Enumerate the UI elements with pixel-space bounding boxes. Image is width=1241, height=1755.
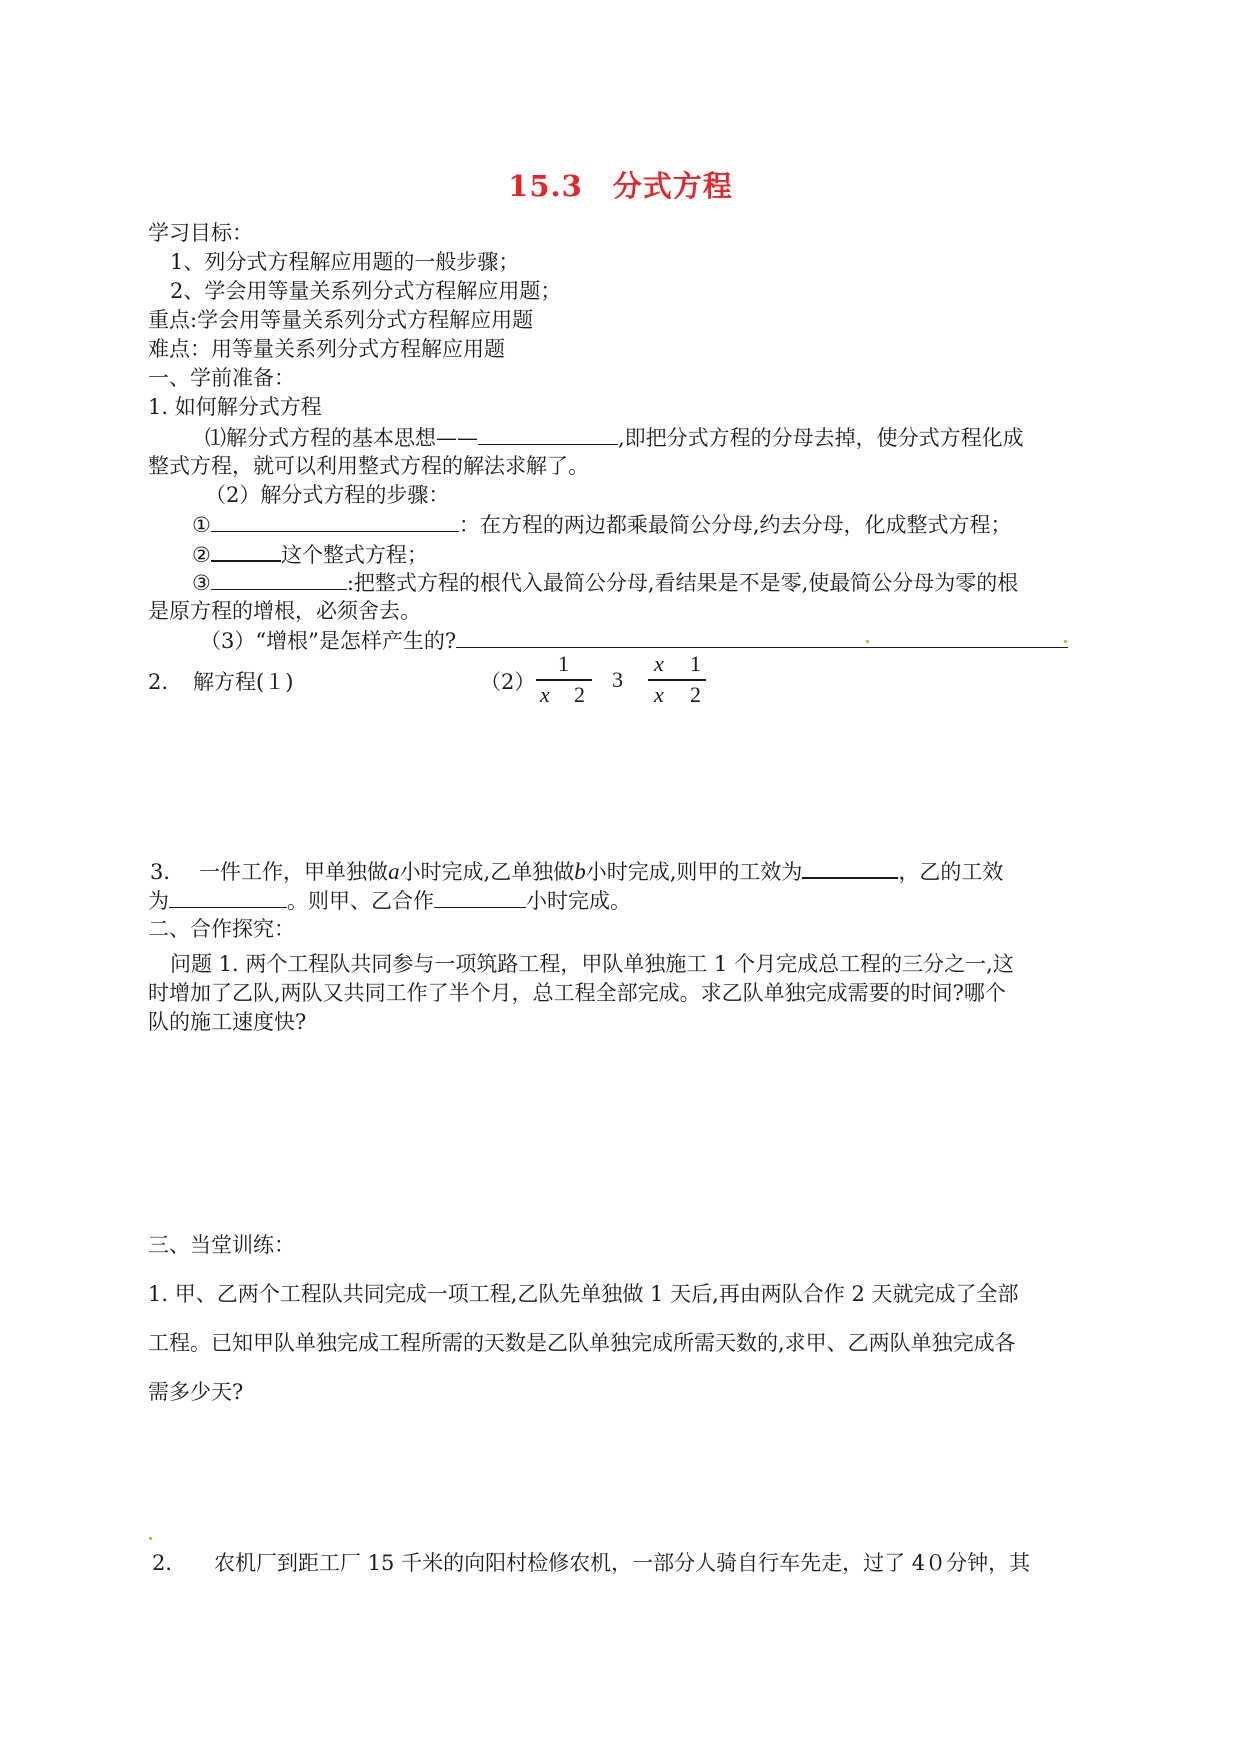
objective-item-2: 2、学会用等量关系列分式方程解应用题；	[170, 279, 562, 303]
question3-label: 3．	[150, 860, 185, 884]
answer-blank-step-1[interactable]	[211, 511, 459, 532]
answer-blank-b-efficiency[interactable]	[169, 887, 287, 908]
equation-denominator-1-constant: 2	[574, 682, 585, 707]
step-3	[192, 569, 1018, 596]
equation-denominator-2-variable: x	[654, 682, 664, 707]
step-1-mark: ①	[192, 513, 211, 537]
equation-denominator-1-variable: x	[540, 682, 550, 707]
step-2-text: 这个整式方程；	[280, 543, 428, 567]
question3-text-b: 小时完成,乙单独做	[399, 860, 575, 884]
page-title: 15.3 分式方程	[508, 169, 733, 203]
question2-label: 2.	[148, 670, 169, 694]
section2-heading: 二、合作探究：	[148, 917, 295, 941]
question1-part1-end: ,即把分式方程的分母去掉，使分式方程化成	[618, 426, 1024, 450]
objective-item-1: 1、列分式方程解应用题的一般步骤；	[170, 250, 520, 274]
step-3-mark: ③	[192, 571, 211, 595]
exercise1-line3: 需多少天?	[148, 1380, 244, 1404]
question1-part1-start: ⑴解分式方程的基本思想——	[205, 426, 478, 450]
equation-fraction-bar-2	[648, 679, 706, 681]
stray-dot	[866, 640, 869, 643]
objectives-heading: 学习目标：	[148, 221, 253, 245]
step-1-text: ：在方程的两边都乘最简公分母,约去分母，化成整式方程；	[458, 513, 1012, 537]
step-2-mark: ②	[192, 543, 211, 567]
question1-part1	[205, 424, 1024, 451]
answer-blank-combined-time[interactable]	[434, 887, 526, 908]
question1-part2: （2）解分式方程的步骤：	[205, 483, 450, 507]
question2-part2-label: （2）	[480, 670, 536, 694]
question1-part1-continued: 整式方程，就可以利用整式方程的解法求解了。	[148, 454, 589, 478]
exercise1-line1: 1. 甲、乙两个工程队共同完成一项工程,乙队先单独做 1 天后,再由两队合作 2 天就完成了全部	[148, 1282, 1019, 1306]
question3-line2	[148, 887, 631, 914]
answer-blank-a-efficiency[interactable]	[802, 857, 898, 879]
equation-fraction-bar-1	[536, 679, 592, 681]
equation-numerator-2-variable: x	[654, 651, 664, 676]
section3-heading: 三、当堂训练：	[148, 1233, 295, 1257]
step-3-continued: 是原方程的增根，必须舍去。	[148, 599, 421, 623]
difficult-point: 难点：用等量关系列分式方程解应用题	[148, 337, 505, 361]
step-2	[192, 540, 428, 568]
question3-line1	[150, 857, 1003, 885]
section1-heading: 一、学前准备：	[148, 366, 295, 390]
variable-a: a	[388, 859, 400, 884]
problem1-line1: 问题 1. 两个工程队共同参与一项筑路工程，甲队单独施工 1 个月完成总工程的三分之一,这	[170, 952, 1014, 976]
question1-part3	[200, 627, 1068, 654]
problem1-line2: 时增加了乙队,两队又共同工作了半个月，总工程全部完成。求乙队单独完成需要的时间?哪个	[148, 981, 1006, 1005]
question3-cont-b: 。则甲、乙合作	[287, 889, 434, 913]
step-1	[192, 511, 1012, 538]
answer-blank-step-3[interactable]	[211, 569, 347, 590]
equation-numerator-1: 1	[558, 651, 569, 676]
answer-blank-step-2[interactable]	[211, 540, 281, 562]
variable-b: b	[574, 859, 586, 884]
problem1-line3: 队的施工速度快?	[148, 1010, 307, 1034]
question3-cont-c: 小时完成。	[526, 889, 631, 913]
question3-cont-a: 为	[148, 889, 169, 913]
exercise2-label: 2．	[152, 1551, 187, 1575]
question1-title: 1. 如何解分式方程	[148, 395, 322, 419]
exercise2-line1: 农机厂到距工厂 15 千米的向阳村检修农机，一部分人骑自行车先走，过了 4０分钟，其	[214, 1551, 1031, 1575]
key-point: 重点:学会用等量关系列分式方程解应用题	[148, 308, 534, 332]
step-3-text: :把整式方程的根代入最简公分母,看结果是不是零,使最简公分母为零的根	[346, 571, 1019, 595]
question3-text-c: 小时完成,则甲的工效为	[585, 860, 803, 884]
question2-text: 解方程(１)	[193, 670, 294, 694]
question3-text-a: 一件工作，甲单独做	[199, 860, 389, 884]
question3-text-d: ，乙的工效	[898, 860, 1004, 884]
stray-dot	[1064, 640, 1067, 643]
answer-blank-basic-idea[interactable]	[478, 424, 618, 445]
equation-term-3: 3	[612, 667, 623, 692]
stray-dot	[149, 1537, 152, 1540]
answer-blank-extraneous-root[interactable]	[456, 627, 1068, 648]
equation-denominator-2-constant: 2	[690, 682, 701, 707]
equation-numerator-2-constant: 1	[690, 651, 701, 676]
exercise1-line2: 工程。已知甲队单独完成工程所需的天数是乙队单独完成所需天数的,求甲、乙两队单独完成各	[148, 1331, 1016, 1355]
question1-part3-text: （3）“增根”是怎样产生的?	[200, 629, 457, 653]
